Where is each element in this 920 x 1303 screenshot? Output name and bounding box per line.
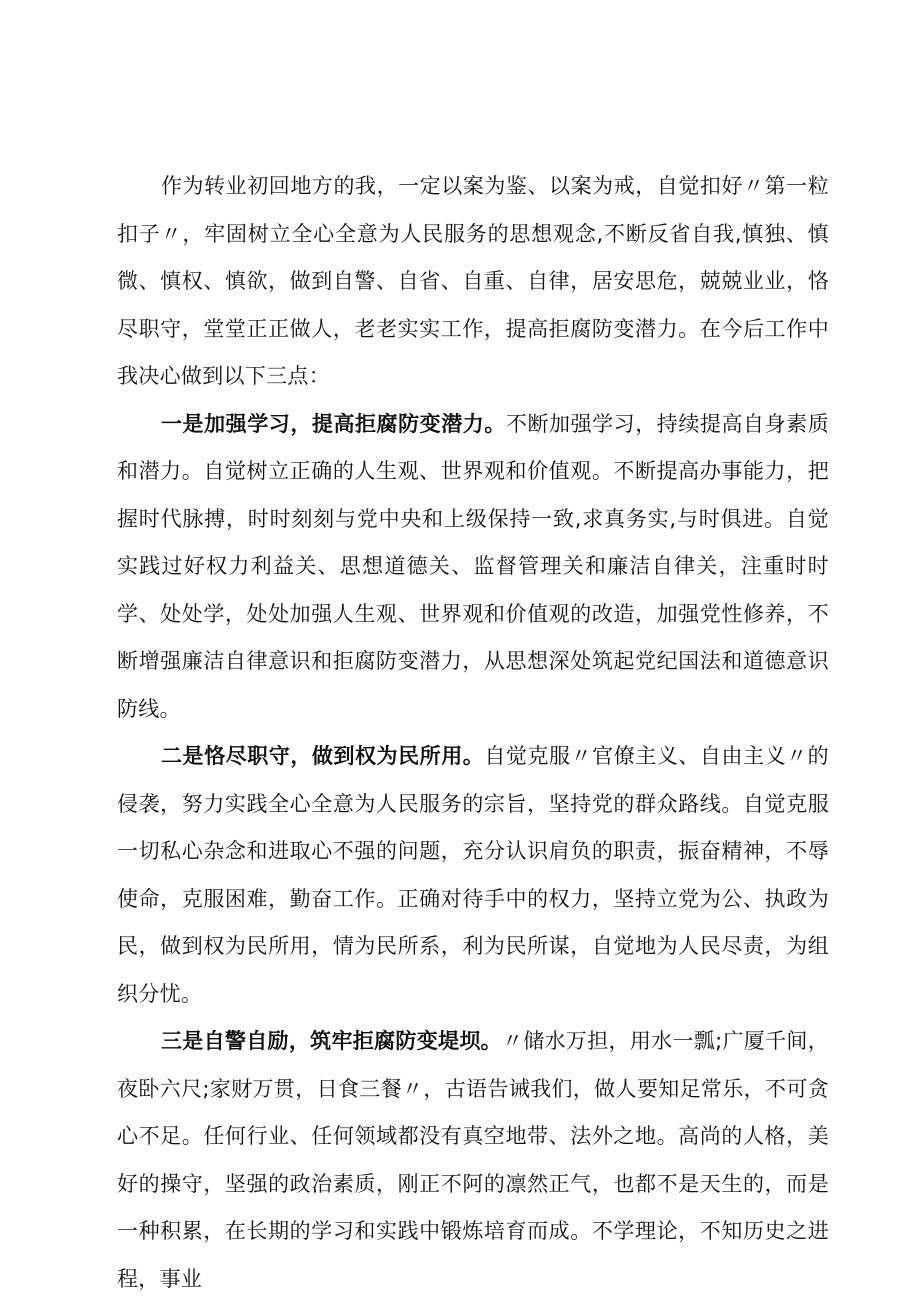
paragraph-text: 自觉克服〃官僚主义、自由主义〃的侵袭，努力实践全心全意为人民服务的宗旨，坚持党的群众路线。自觉克服一切私心杂念和进取心不强的问题，充分认识肩负的职责，振奋精神，不辱使命，克服困难，勤奋工作。正确对待手中的权力，坚持立党为公、执政为民，做到权为民所用，情为民所系，利为民所谋，自觉地为人民尽责，为组织分忧。 [117,744,829,1006]
paragraph-text: 作为转业初回地方的我，一定以案为鉴、以案为戒，自觉扣好〃第一粒扣子〃，牢固树立全心全意为人民服务的思想观念,不断反省自我,慎独、慎微、慎权、慎欲，做到自警、自省、自重、自律，居安思危，兢兢业业，恪尽职守，堂堂正正做人，老老实实工作，提高拒腐防变潜力。在今后工作中我决心做到以下三点： [117,174,829,388]
paragraph-lead: 二是恪尽职守，做到权为民所用。 [161,744,485,768]
document-body [117,163,829,1303]
paragraph-point-two [117,733,829,1018]
paragraph-text: 〃储水万担，用水一瓢;广厦千间，夜卧六尺;家财万贯，日食三餐〃，古语告诫我们，做人要知足常乐，不可贪心不足。任何行业、任何领域都没有真空地带、法外之地。高尚的人格，美好的操守，坚强的政治素质，刚正不阿的凛然正气，也都不是天生的，而是一种积累，在长期的学习和实践中锻炼培育而成。不学理论，不知历史之进程，事业 [117,1029,829,1291]
paragraph-point-one [117,401,829,734]
paragraph-text: 不断加强学习，持续提高自身素质和潜力。自觉树立正确的人生观、世界观和价值观。不断提高办事能力，把握时代脉搏，时时刻刻与党中央和上级保持一致,求真务实,与时俱进。自觉实践过好权力利益关、思想道德关、监督管理关和廉洁自律关，注重时时学、处处学，处处加强人生观、世界观和价值观的改造，加强党性修养，不断增强廉洁自律意识和拒腐防变潜力，从思想深处筑起党纪国法和道德意识防线。 [117,411,829,721]
paragraph-point-three [117,1018,829,1303]
paragraph-intro [117,163,829,401]
paragraph-lead: 三是自警自励，筑牢拒腐防变堤坝。 [161,1029,502,1053]
paragraph-lead: 一是加强学习，提高拒腐防变潜力。 [161,411,506,436]
